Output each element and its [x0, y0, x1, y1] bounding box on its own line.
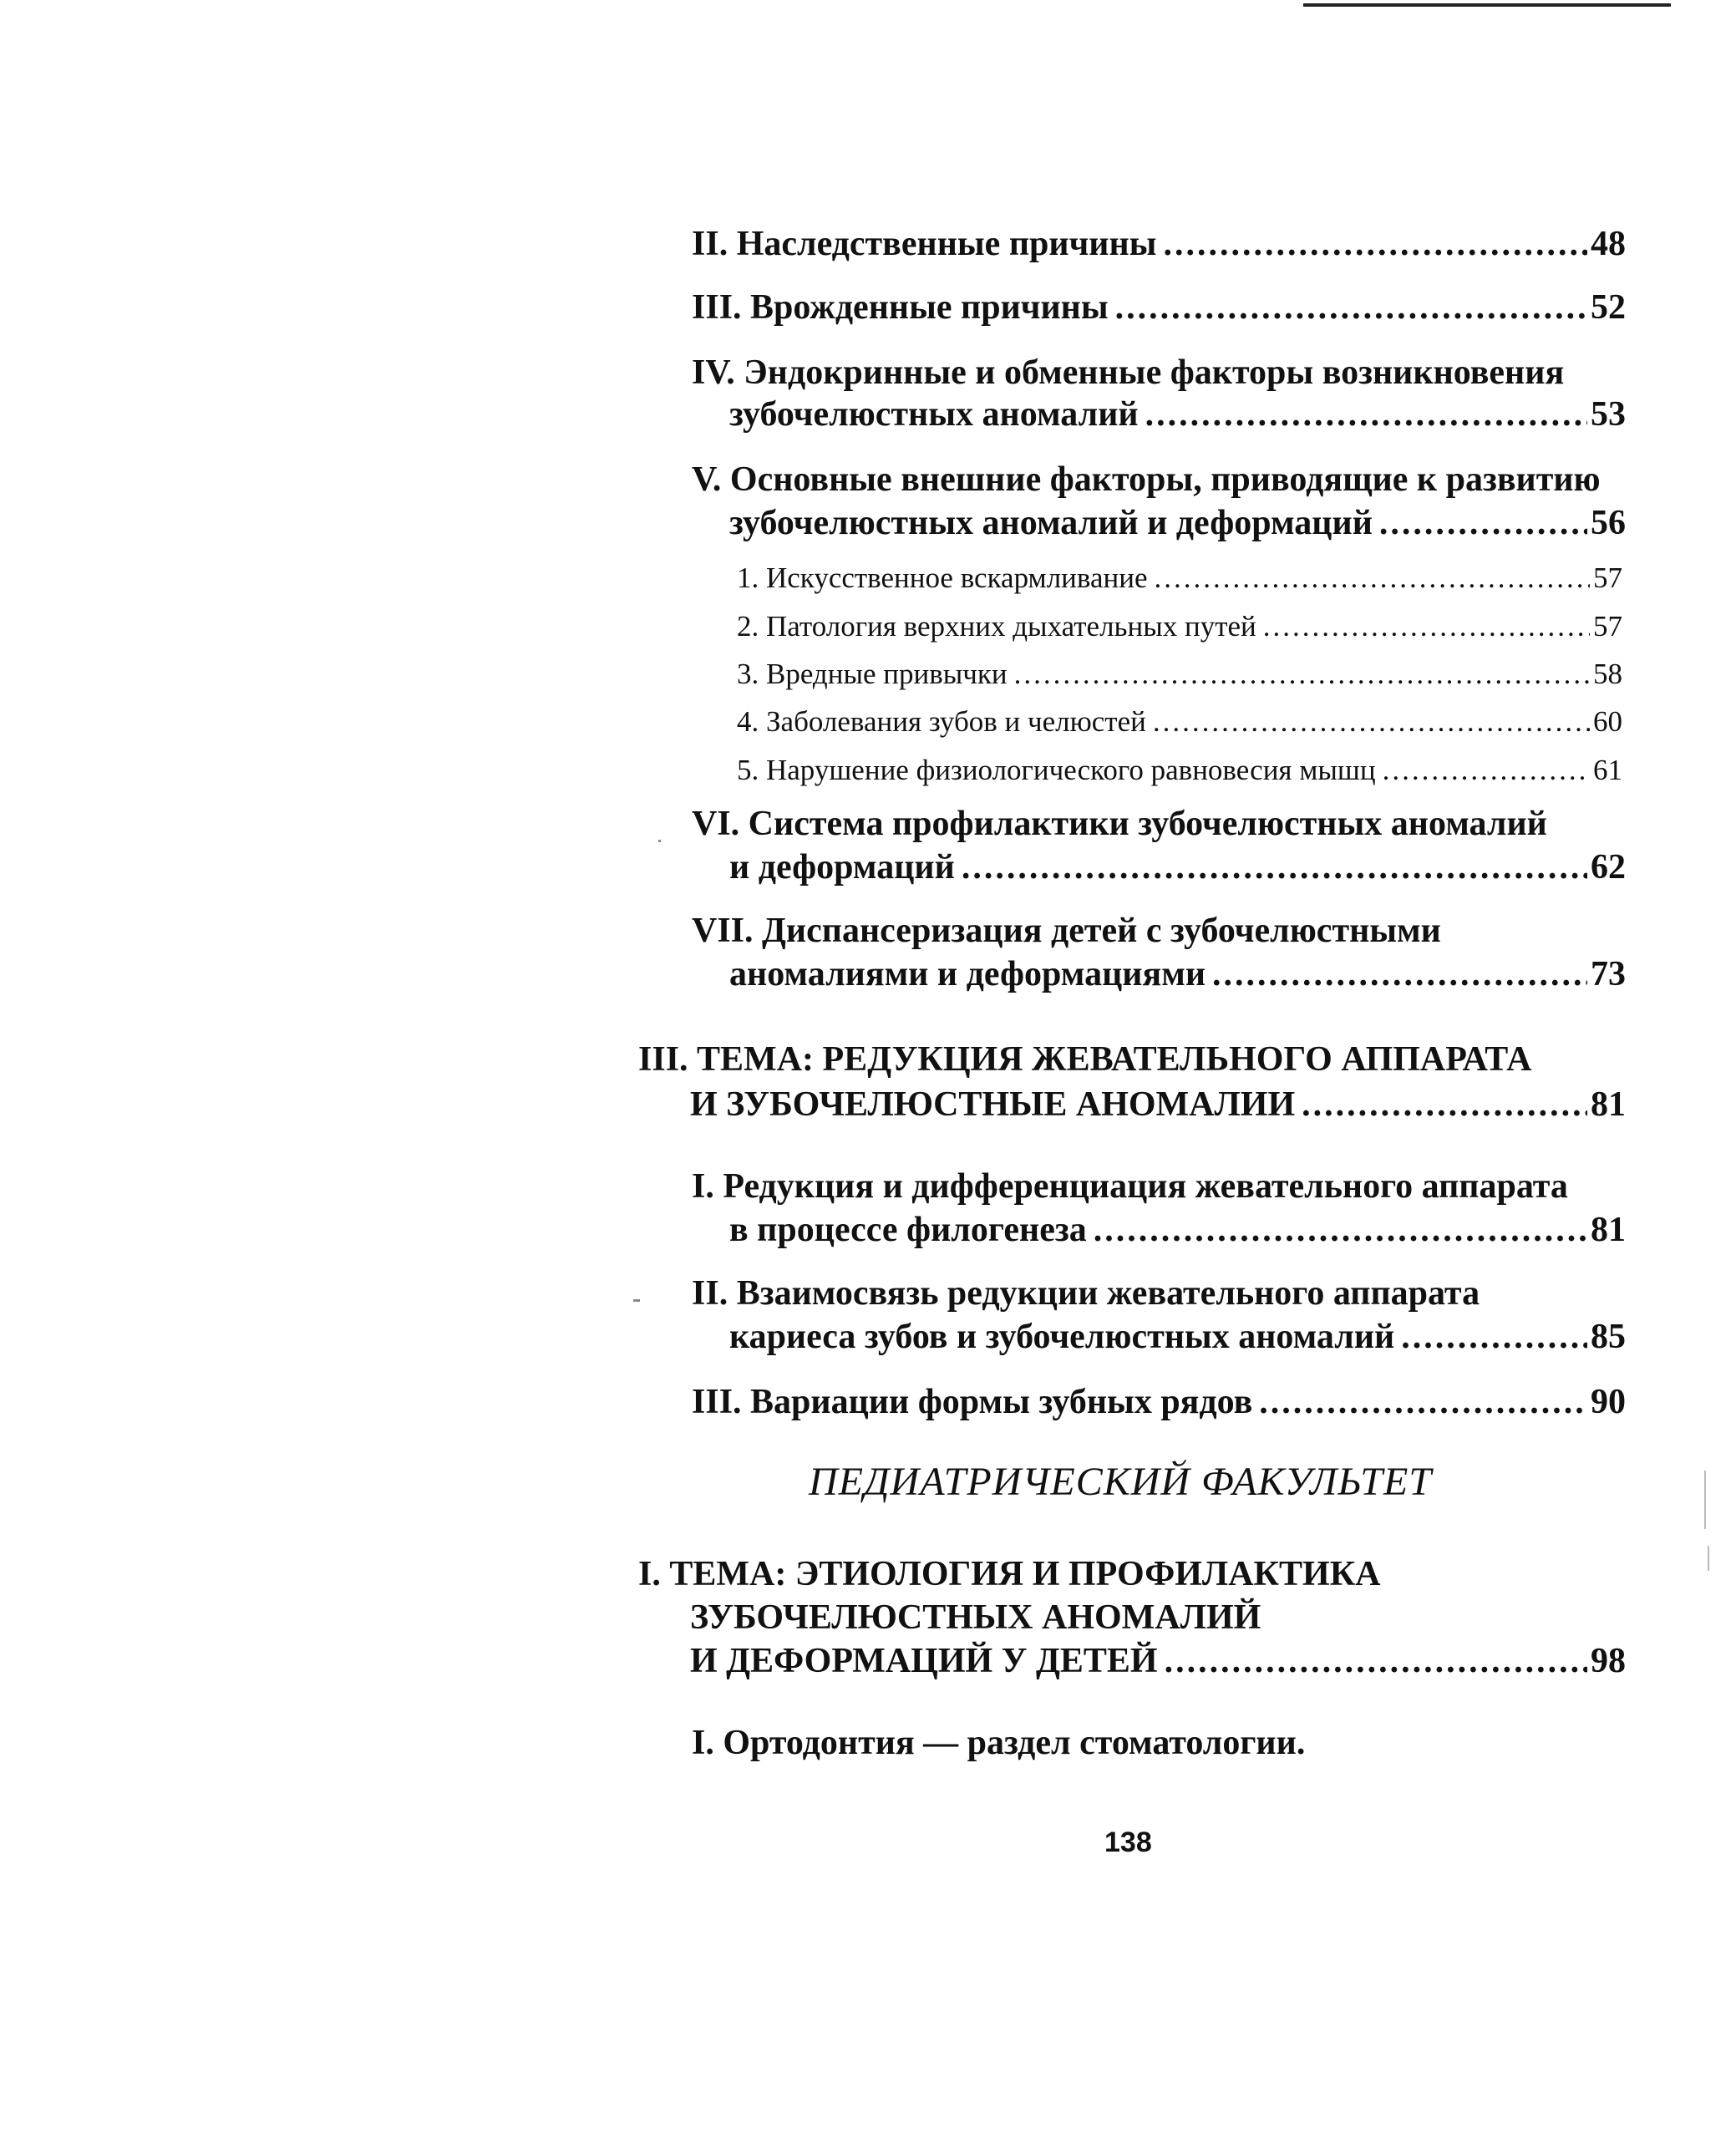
toc-topic-title: И ДЕФОРМАЦИЙ У ДЕТЕЙ: [690, 1642, 1158, 1680]
toc-entry-title: II. Наследственные причины: [692, 225, 1157, 263]
toc-entry-prevention-system-line2: [729, 847, 1626, 887]
toc-topic-title: И ЗУБОЧЕЛЮСТНЫЕ АНОМАЛИИ: [690, 1085, 1296, 1124]
toc-entry-title: 1. Искусственное вскармливание: [737, 561, 1148, 594]
toc-entry-external-factors-line1: [692, 460, 1601, 500]
toc-subentry-teeth-jaw-diseases: [737, 705, 1622, 739]
toc-entry-title: и деформаций: [729, 848, 955, 887]
toc-page-number: 60: [1593, 705, 1622, 738]
toc-page-number: 81: [1591, 1211, 1626, 1249]
dot-leader: [1163, 224, 1587, 264]
toc-page-number: 85: [1591, 1318, 1626, 1356]
toc-entry-title: III. Вариации формы зубных рядов: [692, 1383, 1253, 1421]
toc-page-number: 58: [1593, 658, 1622, 690]
dot-leader: [1383, 754, 1590, 787]
page-number: 138: [1104, 1826, 1152, 1858]
dot-leader: [1263, 610, 1590, 643]
faculty-heading: ПЕДИАТРИЧЕСКИЙ ФАКУЛЬТЕТ: [809, 1460, 1433, 1504]
toc-entry-title: VI. Система профилактики зубочелюстных аномалий: [692, 805, 1547, 843]
toc-topic-etiology-line3: [690, 1641, 1626, 1681]
toc-entry-title: II. Взаимосвязь редукции жевательного аппарата: [692, 1274, 1480, 1313]
toc-entry-prevention-system-line1: [692, 804, 1547, 844]
toc-entry-title: I. Редукция и дифференциация жевательного аппарата: [692, 1167, 1568, 1206]
toc-subentry-upper-airway: [737, 610, 1622, 643]
toc-entry-endocrine-factors-line1: [692, 353, 1564, 393]
toc-entry-hereditary-causes: [692, 224, 1626, 264]
scan-speck: [658, 840, 661, 842]
toc-entry-title: VII. Диспансеризация детей с зубочелюстными: [692, 912, 1441, 950]
toc-page-number: 73: [1591, 955, 1626, 993]
toc-entry-dispensary-line1: [692, 911, 1441, 951]
dot-leader: [1379, 503, 1587, 543]
toc-page-number: 98: [1591, 1642, 1626, 1680]
scan-speck: [1708, 1546, 1709, 1571]
toc-entry-dispensary-line2: [729, 954, 1626, 994]
toc-entry-title: 4. Заболевания зубов и челюстей: [737, 705, 1146, 738]
toc-topic-etiology-line2: [690, 1598, 1261, 1638]
toc-entry-caries-link-line1: [692, 1273, 1480, 1313]
toc-subentry-bad-habits: [737, 658, 1622, 691]
toc-subentry-muscle-balance: [737, 754, 1622, 787]
toc-entry-title: I. Ортодонтия — раздел стоматологии.: [692, 1724, 1306, 1762]
dot-leader: [1401, 1317, 1587, 1357]
toc-entry-title: аномалиями и деформациями: [729, 955, 1206, 993]
toc-entry-title: 3. Вредные привычки: [737, 658, 1008, 690]
toc-page-number: 62: [1591, 848, 1626, 887]
toc-page-number: 61: [1593, 754, 1622, 786]
dot-leader: [1094, 1210, 1587, 1250]
toc-entry-caries-link-line2: [729, 1317, 1626, 1357]
toc-entry-title: зубочелюстных аномалий и деформаций: [729, 504, 1373, 542]
toc-entry-title: 2. Патология верхних дыхательных путей: [737, 610, 1256, 643]
toc-entry-title: IV. Эндокринные и обменные факторы возникновения: [692, 353, 1565, 392]
dot-leader: [1155, 561, 1591, 595]
dot-leader: [1115, 287, 1587, 328]
toc-page-number: 57: [1593, 561, 1622, 594]
dot-leader: [1259, 1382, 1587, 1422]
toc-entry-congenital-causes: [692, 287, 1626, 328]
toc-entry-dental-arch-variations: [692, 1382, 1626, 1422]
toc-page-number: 52: [1591, 288, 1626, 327]
toc-topic-reduction-line1: [638, 1039, 1531, 1080]
dot-leader: [1145, 394, 1587, 434]
scan-speck: [633, 1299, 640, 1302]
toc-entry-phylogenesis-line1: [692, 1166, 1568, 1207]
dot-leader: [1212, 954, 1587, 994]
toc-page-number: 56: [1591, 504, 1626, 542]
toc-entry-orthodontics: [692, 1723, 1305, 1763]
toc-entry-phylogenesis-line2: [729, 1210, 1626, 1250]
toc-entry-title: V. Основные внешние факторы, приводящие к развитию: [692, 460, 1601, 499]
toc-entry-title: зубочелюстных аномалий: [729, 395, 1139, 434]
toc-page-number: 53: [1591, 395, 1626, 434]
toc-topic-title: ЗУБОЧЕЛЮСТНЫХ АНОМАЛИЙ: [690, 1598, 1261, 1637]
toc-entry-title: 5. Нарушение физиологического равновесия мышц: [737, 754, 1376, 786]
toc-entry-endocrine-factors-line2: [729, 394, 1626, 434]
dot-leader: [1014, 658, 1590, 691]
toc-topic-etiology-line1: [638, 1554, 1380, 1594]
toc-topic-reduction-line2: [690, 1085, 1626, 1125]
toc-page-number: 48: [1591, 225, 1626, 263]
toc-page-number: 57: [1593, 610, 1622, 643]
toc-topic-title: I. ТЕМА: ЭТИОЛОГИЯ И ПРОФИЛАКТИКА: [638, 1555, 1381, 1593]
toc-entry-external-factors-line2: [729, 503, 1626, 543]
toc-entry-title: III. Врожденные причины: [692, 288, 1109, 327]
toc-entry-title: кариеса зубов и зубочелюстных аномалий: [729, 1318, 1395, 1356]
toc-subentry-artificial-feeding: [737, 561, 1622, 595]
dot-leader: [1302, 1085, 1587, 1125]
scan-speck: [1704, 1471, 1706, 1529]
toc-entry-title: в процессе филогенеза: [729, 1211, 1087, 1249]
dot-leader: [1165, 1641, 1587, 1681]
dot-leader: [1153, 705, 1590, 739]
toc-topic-title: III. ТЕМА: РЕДУКЦИЯ ЖЕВАТЕЛЬНОГО АППАРАТА: [638, 1040, 1532, 1079]
toc-page-number: 90: [1591, 1383, 1626, 1421]
toc-page-number: 81: [1591, 1085, 1626, 1124]
dot-leader: [962, 847, 1587, 887]
